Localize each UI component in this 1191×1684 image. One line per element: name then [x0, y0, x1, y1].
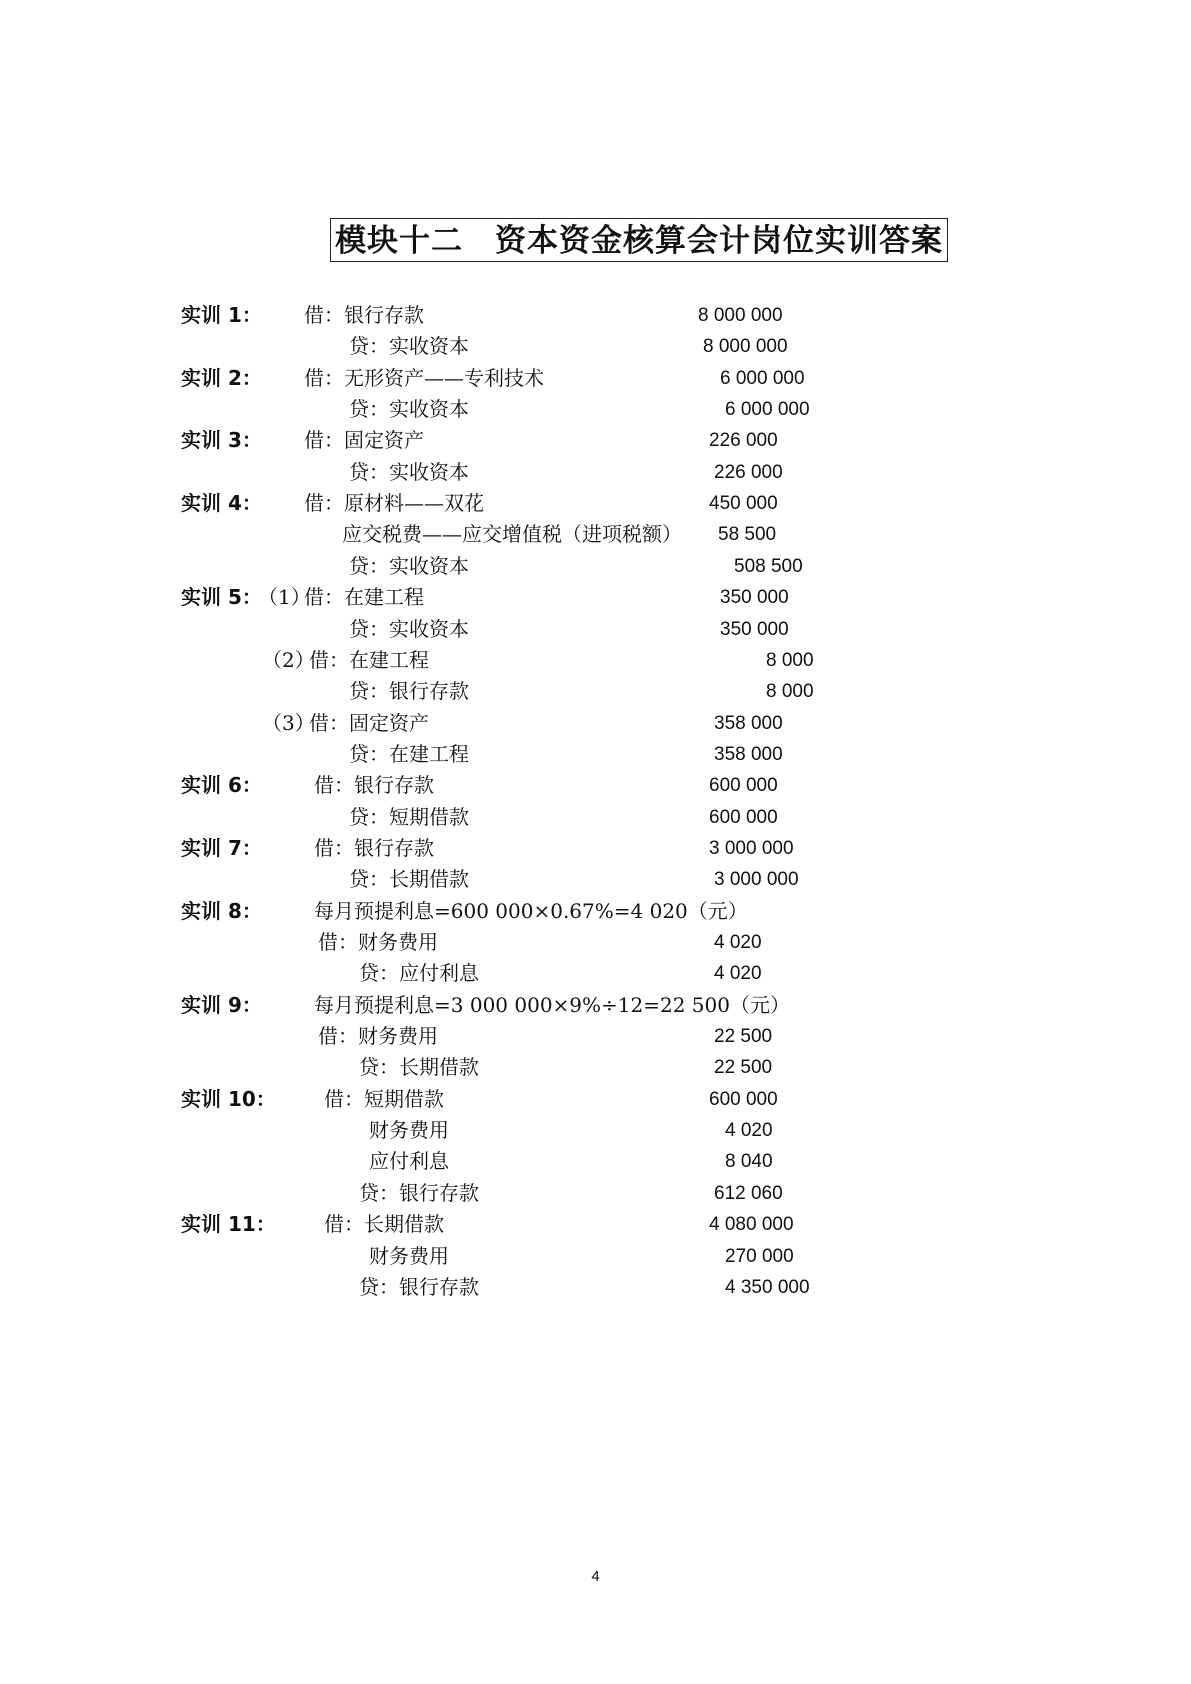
entry-line: [0, 331, 1191, 362]
entry-line: [0, 1021, 1191, 1052]
sub-item-label: （1）: [258, 585, 311, 610]
entry-line: [0, 864, 1191, 895]
entry-amount: 6 000 000: [725, 399, 810, 421]
entry-text: 贷：银行存款: [359, 1180, 479, 1205]
entry-text: 借：银行存款: [304, 303, 424, 327]
entry-amount: 600 000: [709, 806, 778, 828]
exercise-label: 实训 11：: [181, 1212, 276, 1237]
entry-text: 每月预提利息=3 000 000×9%÷12=22 500（元）: [314, 992, 790, 1017]
entry-amount: 3 000 000: [714, 869, 799, 891]
entry-line: [0, 394, 1191, 425]
exercise-label: 实训 1：: [181, 303, 262, 327]
exercise-label: 实训 4：: [181, 491, 262, 516]
entry-line: [0, 1115, 1191, 1146]
exercise-label: 实训 9：: [181, 992, 262, 1017]
entry-amount: 4 080 000: [709, 1214, 794, 1236]
entry-line: [0, 488, 1191, 519]
entry-text: 借：银行存款: [314, 835, 434, 860]
entry-line: [0, 1241, 1191, 1272]
entry-line: [0, 1178, 1191, 1209]
entry-text: 贷：应付利息: [359, 961, 479, 986]
entry-line: [0, 614, 1191, 645]
entry-amount: 270 000: [725, 1245, 794, 1267]
entry-amount: 22 500: [714, 1057, 773, 1079]
entry-amount: 350 000: [720, 618, 789, 640]
entry-text: 财务费用: [369, 1118, 449, 1143]
entry-amount: 358 000: [714, 712, 783, 734]
entry-amount: 4 350 000: [725, 1276, 810, 1298]
entry-line: [0, 551, 1191, 582]
entry-amount: 4 020: [714, 963, 762, 985]
entry-line: [0, 1146, 1191, 1177]
entry-amount: 450 000: [709, 493, 778, 515]
entry-text: 贷：长期借款: [349, 867, 469, 892]
entry-line: [0, 1052, 1191, 1083]
entry-amount: 358 000: [714, 743, 783, 765]
entry-amount: 508 500: [734, 555, 803, 577]
sub-item-label: （3）: [262, 710, 315, 735]
entry-amount: 8 000: [766, 649, 814, 671]
entry-amount: 8 000: [766, 681, 814, 703]
entry-text: 贷：实收资本: [349, 553, 469, 578]
entry-text: 借：原材料——双花: [304, 491, 484, 516]
entry-text: 每月预提利息=600 000×0.67%=4 020（元）: [314, 898, 748, 923]
entry-line: [0, 896, 1191, 927]
entry-amount: 226 000: [709, 430, 778, 452]
entry-amount: 6 000 000: [720, 367, 805, 389]
page-number: 4: [591, 1568, 600, 1585]
entry-line: [0, 708, 1191, 739]
entry-line: [0, 582, 1191, 613]
entry-line: [0, 676, 1191, 707]
entry-text: 借：固定资产: [304, 428, 424, 453]
entry-text: 贷：银行存款: [349, 679, 469, 704]
exercise-label: 实训 7：: [181, 835, 262, 860]
entry-amount: 4 020: [725, 1120, 773, 1142]
entry-amount: 600 000: [709, 775, 778, 797]
entry-text: 借：无形资产——专利技术: [304, 365, 544, 390]
entry-line: [0, 645, 1191, 676]
entry-line: [0, 927, 1191, 958]
entry-text: 应交税费——应交增值税（进项税额）: [342, 522, 682, 547]
entry-line: [0, 802, 1191, 833]
entry-line: [0, 739, 1191, 770]
exercise-label: 实训 6：: [181, 773, 262, 798]
sub-item-label: （2）: [262, 647, 315, 672]
entry-text: 借：银行存款: [314, 773, 434, 798]
entry-line: [0, 990, 1191, 1021]
entry-line: [0, 1084, 1191, 1115]
exercise-label: 实训 3：: [181, 428, 262, 453]
entry-amount: 350 000: [720, 587, 789, 609]
entry-text: 借：短期借款: [324, 1086, 444, 1111]
entry-amount: 8 000 000: [703, 336, 788, 358]
entry-text: 贷：实收资本: [349, 334, 469, 359]
entry-line: [0, 770, 1191, 801]
exercise-label: 实训 5：: [181, 585, 262, 610]
entry-line: [0, 363, 1191, 394]
entry-amount: 58 500: [718, 524, 777, 546]
entry-line: [0, 833, 1191, 864]
exercise-label: 实训 8：: [181, 898, 262, 923]
entry-line: [0, 519, 1191, 550]
entry-amount: 600 000: [709, 1088, 778, 1110]
entry-text: 应付利息: [369, 1149, 449, 1174]
page-title: 模块十二 资本资金核算会计岗位实训答案: [330, 218, 948, 262]
entry-text: 借：在建工程: [309, 647, 429, 672]
entry-text: 借：财务费用: [318, 1024, 438, 1049]
entry-text: 贷：实收资本: [349, 459, 469, 484]
entry-text: 贷：银行存款: [359, 1274, 479, 1299]
entry-text: 贷：实收资本: [349, 397, 469, 422]
entry-text: 贷：短期借款: [349, 804, 469, 829]
entry-amount: 8 000 000: [698, 305, 783, 326]
entry-text: 贷：实收资本: [349, 616, 469, 641]
exercise-label: 实训 2：: [181, 365, 262, 390]
entry-amount: 226 000: [714, 461, 783, 483]
entry-line: [0, 425, 1191, 456]
entry-amount: 4 020: [714, 932, 762, 953]
entry-amount: 612 060: [714, 1182, 783, 1204]
entry-text: 借：在建工程: [304, 585, 424, 610]
entry-text: 借：财务费用: [318, 930, 438, 954]
entry-text: 财务费用: [369, 1243, 449, 1268]
entry-amount: 22 500: [714, 1026, 773, 1048]
entry-line: [0, 1272, 1191, 1303]
exercise-label: 实训 10：: [181, 1086, 276, 1111]
entry-text: 借：长期借款: [324, 1212, 444, 1237]
entry-line: [0, 300, 1191, 331]
entry-line: [0, 958, 1191, 989]
entry-text: 借：固定资产: [309, 710, 429, 735]
entry-amount: 8 040: [725, 1151, 773, 1173]
entry-line: [0, 457, 1191, 488]
entry-text: 贷：在建工程: [349, 741, 469, 766]
entry-line: [0, 1209, 1191, 1240]
entry-text: 贷：长期借款: [359, 1055, 479, 1080]
entry-amount: 3 000 000: [709, 837, 794, 859]
